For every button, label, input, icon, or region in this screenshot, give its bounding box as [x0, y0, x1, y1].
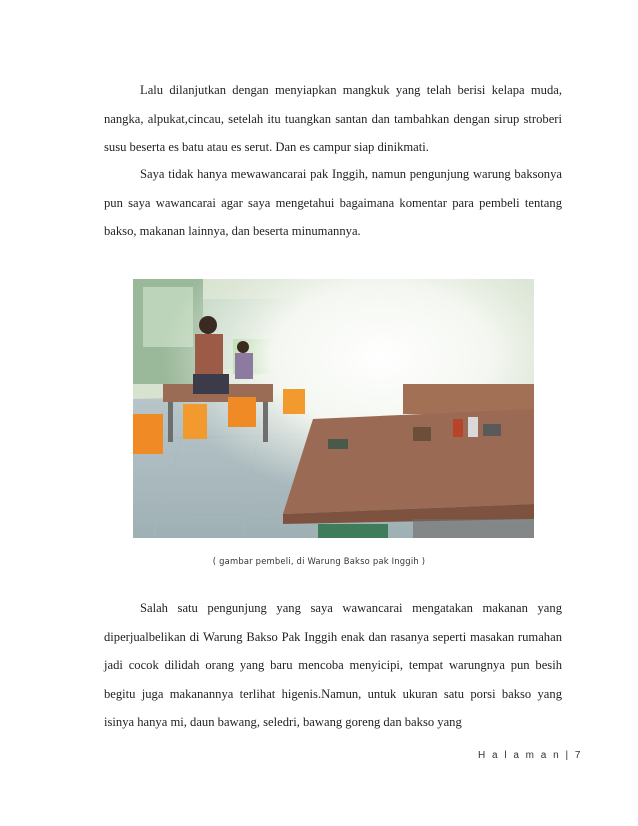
paragraph-3-text: Salah satu pengunjung yang saya wawancarai mengatakan makanan yang diperjualbelikan di Warung Bakso Pak Inggih enak dan rasanya seperti masakan rumahan jadi cocok dilidah orang yang baru mencoba menyicipi, tempat warungnya pun besih begitu juga makanannya terlihat higenis.Namun, untuk ukuran satu porsi bakso yang isinya hanya mi, daun bawang, seledri, bawang goreng dan bakso yang — [104, 601, 562, 729]
paragraph-1-text: Lalu dilanjutkan dengan menyiapkan mangkuk yang telah berisi kelapa muda, nangka, alpukat,cincau, setelah itu tuangkan santan dan tambahkan dengan sirup stroberi susu beserta es batu atau es serut. Dan es campur siap dinikmati. — [104, 83, 562, 154]
warung-bakso-photo — [133, 279, 534, 538]
paragraph-2-text: Saya tidak hanya mewawancarai pak Inggih, namun pengunjung warung baksonya pun saya wawancarai agar saya mengetahui bagaimana komentar para pembeli tentang bakso, makanan lainnya, dan beserta minumannya. — [104, 167, 562, 238]
paragraph-1 — [104, 76, 562, 162]
page-number: H a l a m a n | 7 — [478, 750, 583, 761]
paragraph-2 — [104, 160, 562, 246]
paragraph-3 — [104, 594, 562, 737]
figure-caption: ( gambar pembeli, di Warung Bakso pak Inggih ) — [212, 556, 426, 566]
